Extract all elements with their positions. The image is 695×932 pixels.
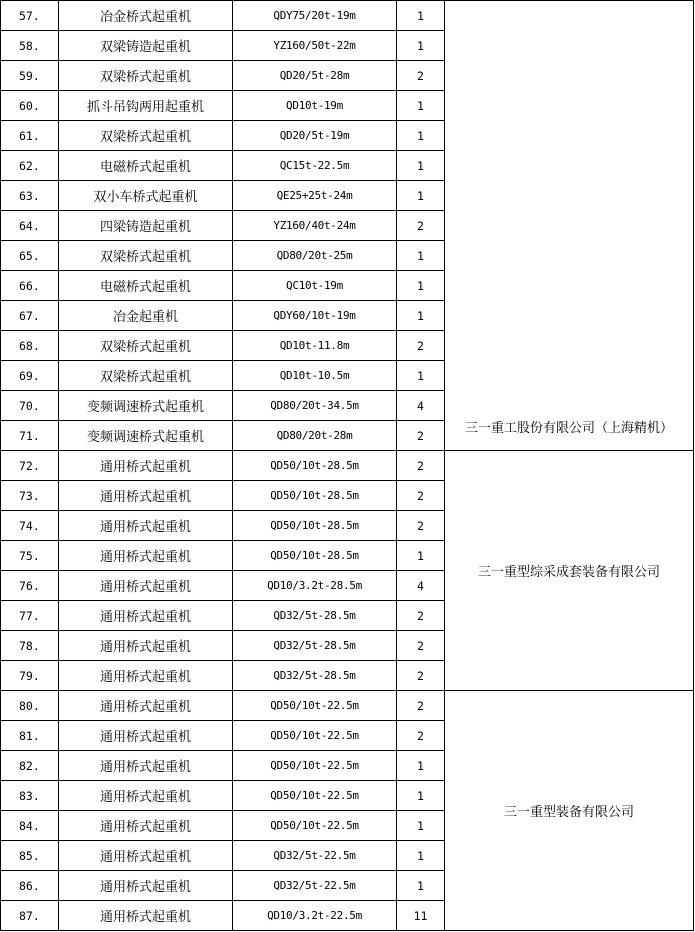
row-number-cell: 80.	[1, 691, 59, 721]
quantity-cell: 2	[397, 211, 445, 241]
quantity-cell: 1	[397, 151, 445, 181]
row-number-cell: 71.	[1, 421, 59, 451]
row-number-cell: 83.	[1, 781, 59, 811]
quantity-cell: 1	[397, 541, 445, 571]
table-row	[1, 1, 694, 31]
model-spec-cell: QD50/10t-28.5m	[233, 481, 397, 511]
row-number-cell: 74.	[1, 511, 59, 541]
model-spec-cell: QD50/10t-28.5m	[233, 511, 397, 541]
model-spec-cell: QDY60/10t-19m	[233, 301, 397, 331]
quantity-cell: 2	[397, 421, 445, 451]
quantity-cell: 2	[397, 601, 445, 631]
model-spec-cell: QD80/20t-25m	[233, 241, 397, 271]
row-number-cell: 76.	[1, 571, 59, 601]
model-spec-cell: QD10/3.2t-28.5m	[233, 571, 397, 601]
quantity-cell: 1	[397, 841, 445, 871]
equipment-name-cell: 通用桥式起重机	[59, 811, 233, 841]
model-spec-cell: QD50/10t-22.5m	[233, 811, 397, 841]
table-body	[1, 1, 694, 931]
quantity-cell: 2	[397, 631, 445, 661]
company-cell	[445, 691, 694, 931]
quantity-cell: 1	[397, 181, 445, 211]
model-spec-cell: QD32/5t-28.5m	[233, 601, 397, 631]
row-number-cell: 85.	[1, 841, 59, 871]
equipment-name-cell: 通用桥式起重机	[59, 541, 233, 571]
quantity-cell: 11	[397, 901, 445, 931]
quantity-cell: 2	[397, 511, 445, 541]
row-number-cell: 75.	[1, 541, 59, 571]
model-spec-cell: QC10t-19m	[233, 271, 397, 301]
row-number-cell: 59.	[1, 61, 59, 91]
quantity-cell: 2	[397, 481, 445, 511]
quantity-cell: 2	[397, 451, 445, 481]
company-cell	[445, 1, 694, 451]
quantity-cell: 1	[397, 241, 445, 271]
quantity-cell: 1	[397, 781, 445, 811]
quantity-cell: 1	[397, 361, 445, 391]
quantity-cell: 4	[397, 571, 445, 601]
equipment-name-cell: 通用桥式起重机	[59, 481, 233, 511]
model-spec-cell: QD10/3.2t-22.5m	[233, 901, 397, 931]
row-number-cell: 86.	[1, 871, 59, 901]
model-spec-cell: QD50/10t-28.5m	[233, 451, 397, 481]
row-number-cell: 69.	[1, 361, 59, 391]
equipment-name-cell: 四梁铸造起重机	[59, 211, 233, 241]
quantity-cell: 1	[397, 121, 445, 151]
company-name: 三一重型装备有限公司	[503, 805, 634, 820]
quantity-cell: 2	[397, 61, 445, 91]
row-number-cell: 57.	[1, 1, 59, 31]
model-spec-cell: QD10t-11.8m	[233, 331, 397, 361]
equipment-name-cell: 电磁桥式起重机	[59, 151, 233, 181]
quantity-cell: 1	[397, 871, 445, 901]
company-name: 三一重型综采成套装备有限公司	[477, 565, 660, 580]
model-spec-cell: QD50/10t-22.5m	[233, 751, 397, 781]
row-number-cell: 61.	[1, 121, 59, 151]
model-spec-cell: QD32/5t-28.5m	[233, 661, 397, 691]
model-spec-cell: QC15t-22.5m	[233, 151, 397, 181]
equipment-name-cell: 双梁桥式起重机	[59, 241, 233, 271]
row-number-cell: 73.	[1, 481, 59, 511]
equipment-name-cell: 冶金桥式起重机	[59, 1, 233, 31]
row-number-cell: 63.	[1, 181, 59, 211]
quantity-cell: 1	[397, 1, 445, 31]
equipment-name-cell: 通用桥式起重机	[59, 901, 233, 931]
model-spec-cell: QD20/5t-28m	[233, 61, 397, 91]
row-number-cell: 65.	[1, 241, 59, 271]
equipment-name-cell: 通用桥式起重机	[59, 571, 233, 601]
row-number-cell: 79.	[1, 661, 59, 691]
equipment-name-cell: 通用桥式起重机	[59, 661, 233, 691]
model-spec-cell: QD32/5t-28.5m	[233, 631, 397, 661]
equipment-name-cell: 双梁桥式起重机	[59, 121, 233, 151]
table-row	[1, 451, 694, 481]
model-spec-cell: QD20/5t-19m	[233, 121, 397, 151]
equipment-name-cell: 通用桥式起重机	[59, 631, 233, 661]
equipment-name-cell: 通用桥式起重机	[59, 781, 233, 811]
quantity-cell: 1	[397, 301, 445, 331]
model-spec-cell: QE25+25t-24m	[233, 181, 397, 211]
model-spec-cell: QD32/5t-22.5m	[233, 871, 397, 901]
quantity-cell: 1	[397, 91, 445, 121]
equipment-name-cell: 双梁桥式起重机	[59, 331, 233, 361]
quantity-cell: 1	[397, 811, 445, 841]
model-spec-cell: QD10t-10.5m	[233, 361, 397, 391]
equipment-name-cell: 通用桥式起重机	[59, 691, 233, 721]
model-spec-cell: QD10t-19m	[233, 91, 397, 121]
row-number-cell: 58.	[1, 31, 59, 61]
quantity-cell: 1	[397, 271, 445, 301]
table-row	[1, 691, 694, 721]
equipment-name-cell: 通用桥式起重机	[59, 601, 233, 631]
model-spec-cell: QD50/10t-22.5m	[233, 721, 397, 751]
equipment-name-cell: 变频调速桥式起重机	[59, 391, 233, 421]
model-spec-cell: QD50/10t-22.5m	[233, 691, 397, 721]
row-number-cell: 66.	[1, 271, 59, 301]
equipment-name-cell: 双梁桥式起重机	[59, 361, 233, 391]
row-number-cell: 77.	[1, 601, 59, 631]
company-cell	[445, 451, 694, 691]
row-number-cell: 64.	[1, 211, 59, 241]
row-number-cell: 78.	[1, 631, 59, 661]
quantity-cell: 2	[397, 691, 445, 721]
model-spec-cell: QD50/10t-22.5m	[233, 781, 397, 811]
model-spec-cell: YZ160/40t-24m	[233, 211, 397, 241]
model-spec-cell: QD80/20t-28m	[233, 421, 397, 451]
equipment-name-cell: 通用桥式起重机	[59, 511, 233, 541]
row-number-cell: 67.	[1, 301, 59, 331]
equipment-name-cell: 通用桥式起重机	[59, 841, 233, 871]
quantity-cell: 2	[397, 661, 445, 691]
equipment-name-cell: 通用桥式起重机	[59, 751, 233, 781]
model-spec-cell: YZ160/50t-22m	[233, 31, 397, 61]
row-number-cell: 87.	[1, 901, 59, 931]
row-number-cell: 62.	[1, 151, 59, 181]
row-number-cell: 72.	[1, 451, 59, 481]
row-number-cell: 84.	[1, 811, 59, 841]
company-name: 三一重工股份有限公司（上海精机）	[464, 421, 673, 436]
quantity-cell: 1	[397, 751, 445, 781]
quantity-cell: 4	[397, 391, 445, 421]
model-spec-cell: QD32/5t-22.5m	[233, 841, 397, 871]
model-spec-cell: QD80/20t-34.5m	[233, 391, 397, 421]
equipment-name-cell: 变频调速桥式起重机	[59, 421, 233, 451]
equipment-name-cell: 双梁桥式起重机	[59, 61, 233, 91]
equipment-name-cell: 电磁桥式起重机	[59, 271, 233, 301]
equipment-name-cell: 双梁铸造起重机	[59, 31, 233, 61]
equipment-name-cell: 抓斗吊钩两用起重机	[59, 91, 233, 121]
equipment-name-cell: 双小车桥式起重机	[59, 181, 233, 211]
quantity-cell: 1	[397, 31, 445, 61]
equipment-name-cell: 通用桥式起重机	[59, 721, 233, 751]
equipment-name-cell: 通用桥式起重机	[59, 451, 233, 481]
row-number-cell: 82.	[1, 751, 59, 781]
equipment-name-cell: 通用桥式起重机	[59, 871, 233, 901]
row-number-cell: 60.	[1, 91, 59, 121]
equipment-name-cell: 冶金起重机	[59, 301, 233, 331]
model-spec-cell: QD50/10t-28.5m	[233, 541, 397, 571]
row-number-cell: 68.	[1, 331, 59, 361]
model-spec-cell: QDY75/20t-19m	[233, 1, 397, 31]
quantity-cell: 2	[397, 331, 445, 361]
quantity-cell: 2	[397, 721, 445, 751]
row-number-cell: 70.	[1, 391, 59, 421]
row-number-cell: 81.	[1, 721, 59, 751]
